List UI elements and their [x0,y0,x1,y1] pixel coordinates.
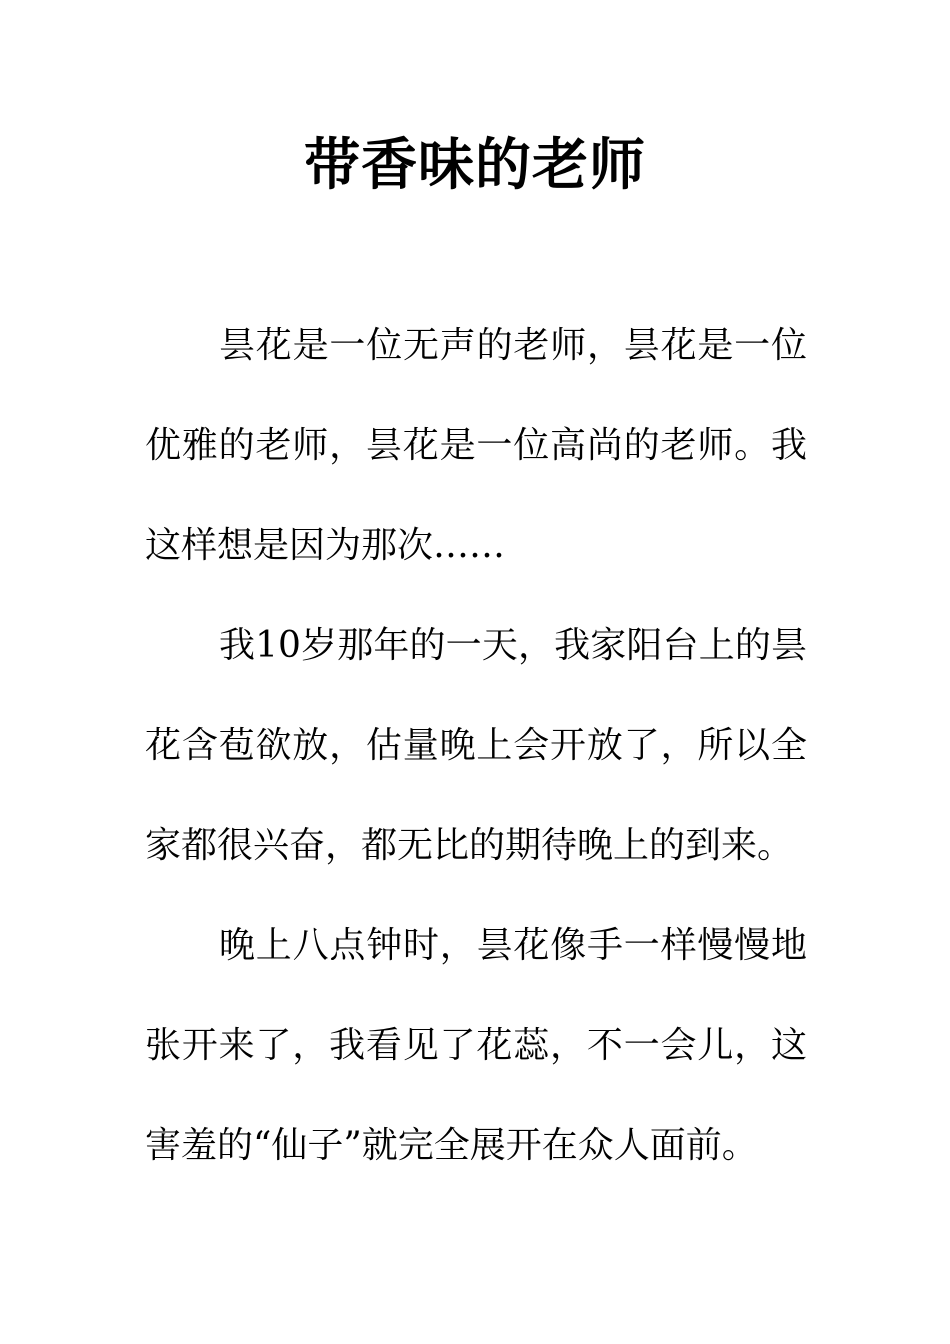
document-body [145,296,807,1196]
document-title: 带香味的老师 [304,133,646,198]
paragraph-3: 晚上八点钟时，昙花像手一样慢慢地张开来了，我看见了花蕊，不一会儿，这害羞的“仙子”就完全展开在众人面前。 [145,925,807,1166]
paragraph-2: 我10岁那年的一天，我家阳台上的昙花含苞欲放，估量晚上会开放了，所以全家都很兴奋，都无比的期待晚上的到来。 [145,625,807,866]
paragraph-1: 昙花是一位无声的老师，昙花是一位优雅的老师，昙花是一位高尚的老师。我这样想是因为那次…… [145,325,807,566]
